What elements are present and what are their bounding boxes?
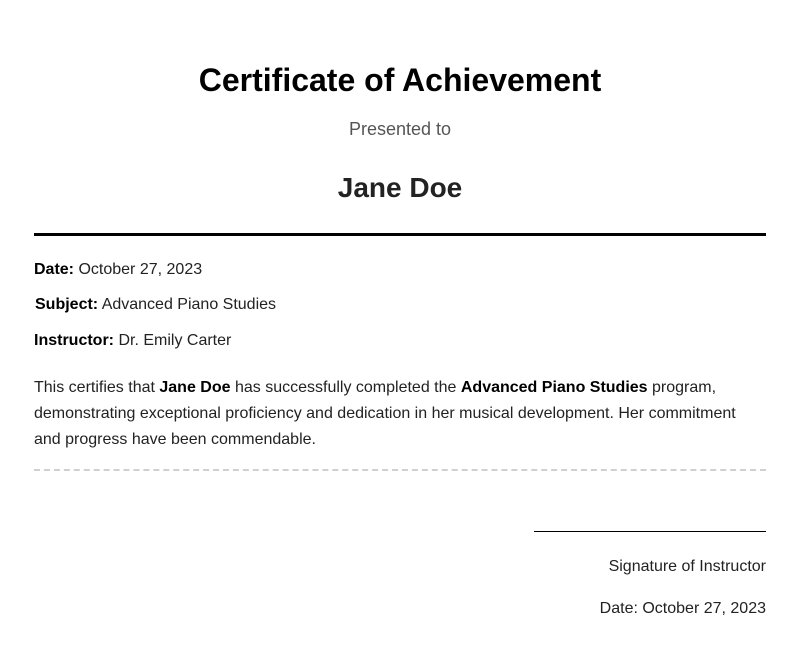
date-value: October 27, 2023 [78,261,203,278]
body-program-name: Advanced Piano Studies [460,379,648,396]
instructor-field [34,331,231,351]
subject-field [35,295,276,315]
instructor-label: Instructor: [34,332,114,349]
certification-text [34,375,766,453]
instructor-value: Dr. Emily Carter [118,332,232,349]
certificate-title: Certificate of Achievement [198,62,602,98]
section-divider [34,469,766,471]
subject-label: Subject: [35,296,99,313]
body-text-part1: This certifies that [34,379,160,396]
date-field [34,260,202,280]
body-text-part3: program, demonstrating exceptional proficiency and dedication in her musical development. Her commitment and progress have been commendable. [34,379,736,448]
recipient-name: Jane Doe [337,172,463,203]
signature-line [534,531,766,532]
certificate-page [34,0,766,671]
signature-caption: Signature of Instructor [608,558,766,575]
body-recipient-name: Jane Doe [159,379,231,396]
date-label: Date: [34,261,75,278]
body-text-part2: has successfully completed the [230,379,461,396]
signature-date: Date: October 27, 2023 [599,600,766,617]
subject-value: Advanced Piano Studies [101,296,277,313]
header-divider [34,233,766,236]
presented-to-label: Presented to [348,119,452,139]
